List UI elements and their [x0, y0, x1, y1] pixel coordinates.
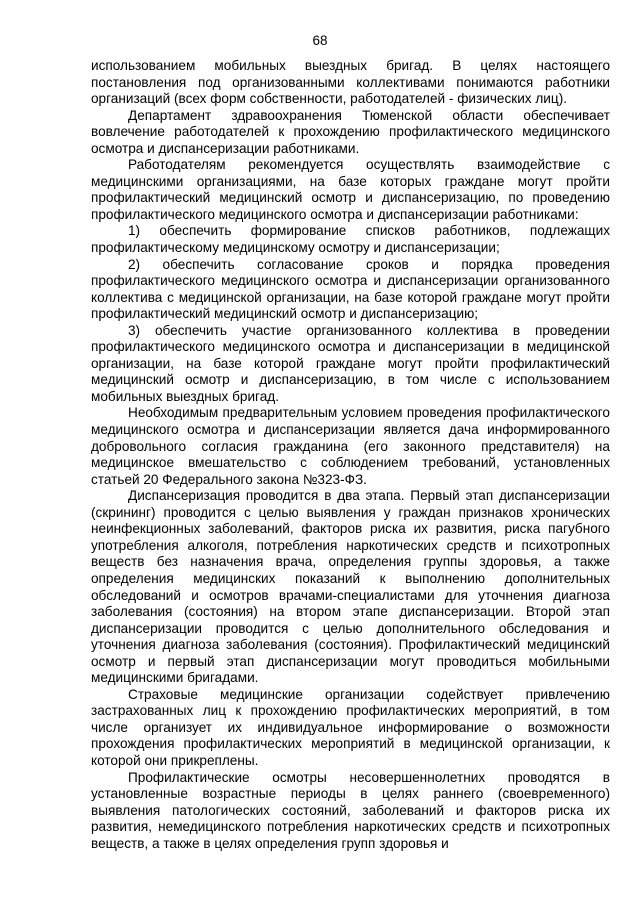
paragraph-informed-consent: Необходимым предварительным условием проведения профилактического медицинского осмотра и диспансеризации является дача информированного добровольного согласия гражданина (его законного представителя) на медицинское вмешательство с соблюдением требований, установленных статьей 20 Федерального закона №323-ФЗ.: [91, 405, 610, 487]
paragraph-minors-checkups: Профилактические осмотры несовершеннолетних проводятся в установленные возрастные периоды в целях раннего (своевременного) выявления патологических состояний, заболеваний и факторов риска их развития, немедицинского потребления наркотических средств и психотропных веществ, а также в целях определения групп здоровья и: [91, 769, 610, 851]
list-item-3: 3) обеспечить участие организованного коллектива в проведении профилактического медицинского осмотра и диспансеризации в медицинской организации, на базе которой граждане могут пройти профилактический медицинский осмотр и диспансеризацию, в том числе с использованием мобильных выездных бригад.: [91, 322, 610, 404]
paragraph-dispensarization-stages: Диспансеризация проводится в два этапа. Первый этап диспансеризации (скрининг) проводится с целью выявления у граждан признаков хронических неинфекционных заболеваний, факторов риска их развития, риска пагубного употребления алкоголя, потребления наркотических средств и психотропных веществ без назначения врача, определения группы здоровья, а также определения медицинских показаний к выполнению дополнительных обследований и осмотров врачами-специалистами для уточнения диагноза заболевания (состояния) на втором этапе диспансеризации. Второй этап диспансеризации проводится с целью дополнительного обследования и уточнения диагноза заболевания (состояния). Профилактический медицинский осмотр и первый этап диспансеризации могут проводиться мобильными медицинскими бригадами.: [91, 488, 610, 686]
list-item-1: 1) обеспечить формирование списков работников, подлежащих профилактическому медицинскому осмотру и диспансеризации;: [91, 223, 610, 256]
paragraph-employers-recommendation: Работодателям рекомендуется осуществлять взаимодействие с медицинскими организациями, на базе которых граждане могут пройти профилактический медицинский осмотр и диспансеризацию, по проведению профилактического медицинского осмотра и диспансеризации работниками:: [91, 157, 610, 222]
paragraph-health-department: Департамент здравоохранения Тюменской области обеспечивает вовлечение работодателей к прохождению профилактического медицинского осмотра и диспансеризации работниками.: [91, 107, 610, 156]
document-body: [91, 58, 610, 852]
paragraph-mobile-brigades: использованием мобильных выездных бригад. В целях настоящего постановления под организованными коллективами понимаются работники организаций (всех форм собственности, работодателей - физических лиц).: [91, 58, 610, 107]
list-item-2: 2) обеспечить согласование сроков и порядка проведения профилактического медицинского осмотра и диспансеризации организованного коллектива с медицинской организации, на базе которой граждане могут пройти профилактический медицинский осмотр и диспансеризацию;: [91, 256, 610, 322]
paragraph-insurance-organizations: Страховые медицинские организации содействует привлечению застрахованных лиц к прохождению профилактических мероприятий, в том числе организует их индивидуальное информирование о возможности прохождения профилактических мероприятий в медицинской организации, к которой они прикреплены.: [91, 686, 610, 768]
page-number: 68: [312, 33, 328, 48]
